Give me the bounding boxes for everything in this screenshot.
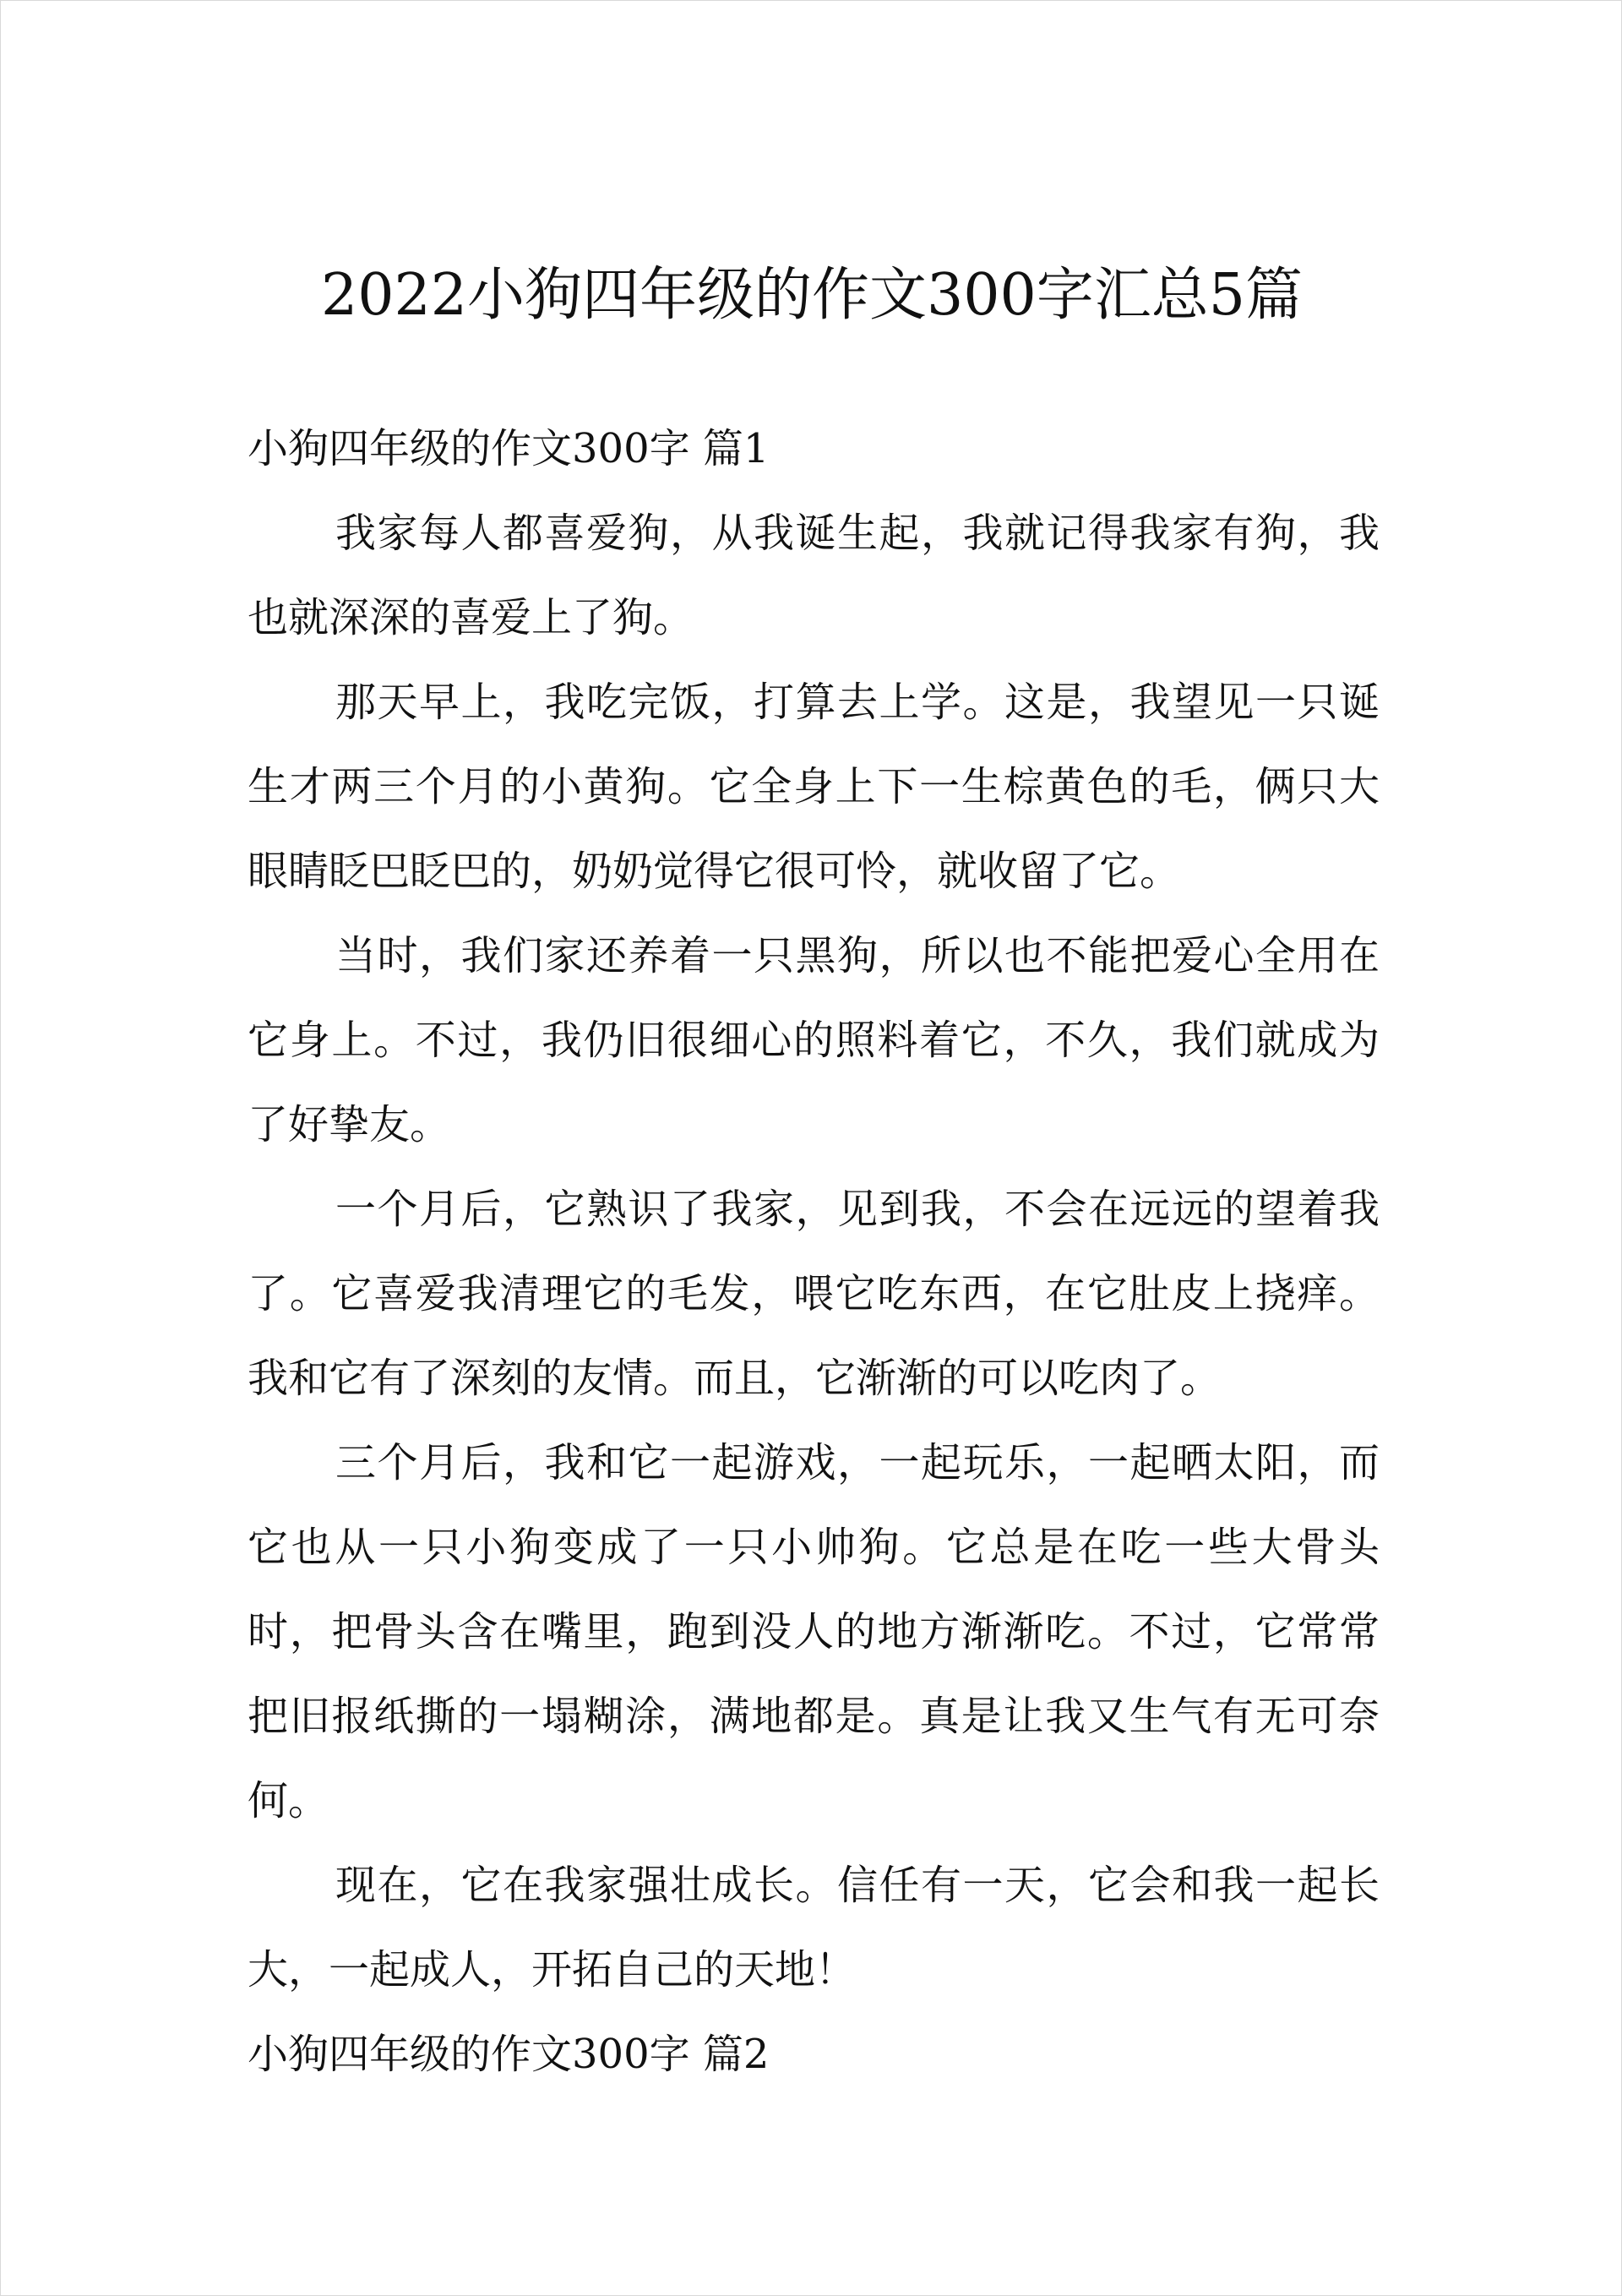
section-heading-1: 小狗四年级的作文300字 篇1	[248, 425, 770, 472]
paragraph-4: 一个月后，它熟识了我家，见到我，不会在远远的望着我了。它喜爱我清理它的毛发，喂它吃东西，在它肚皮上挠痒。我和它有了深刻的友情。而且，它渐渐的可以吃肉了。	[248, 1186, 1380, 1402]
paragraph-3: 当时，我们家还养着一只黑狗，所以也不能把爱心全用在它身上。不过，我仍旧很细心的照料着它，不久，我们就成为了好挚友。	[248, 932, 1380, 1148]
paragraph-5: 三个月后，我和它一起游戏，一起玩乐，一起晒太阳，而它也从一只小狗变成了一只小帅狗。它总是在吃一些大骨头时，把骨头含在嘴里，跑到没人的地方渐渐吃。不过，它常常把旧报纸撕的一塌糊涂，满地都是。真是让我又生气有无可奈何。	[248, 1439, 1380, 1824]
section-heading-2: 小狗四年级的作文300字 篇2	[248, 2031, 770, 2078]
document-body	[248, 406, 1380, 2097]
paragraph-1: 我家每人都喜爱狗，从我诞生起，我就记得我家有狗，我也就深深的喜爱上了狗。	[248, 510, 1380, 641]
document-title: 2022小狗四年级的作文300字汇总5篇	[320, 262, 1304, 329]
paragraph-2: 那天早上，我吃完饭，打算去上学。这是，我望见一只诞生才两三个月的小黄狗。它全身上下一生棕黄色的毛，俩只大眼睛眨巴眨巴的，奶奶觉得它很可怜，就收留了它。	[248, 679, 1380, 895]
paragraph-6: 现在，它在我家强壮成长。信任有一天，它会和我一起长大，一起成人，开拓自己的天地！	[248, 1862, 1380, 1993]
